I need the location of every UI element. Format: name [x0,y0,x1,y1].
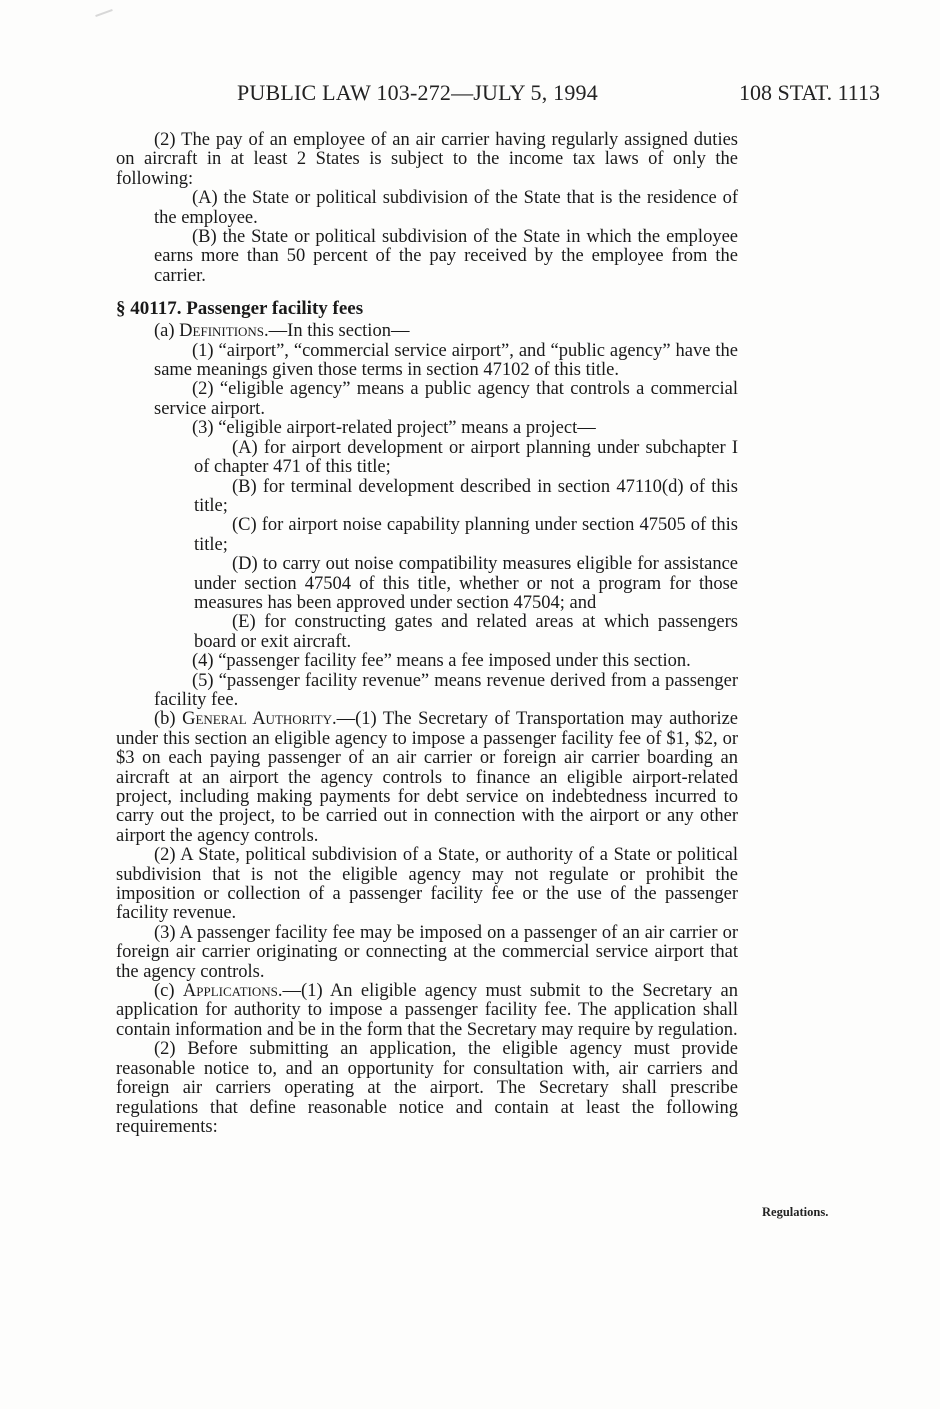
paragraph-pay-2: (2) The pay of an employee of an air carrier having regularly assigned duties on aircraft in at least 2 States is subject to the income tax laws of only the following: [116,130,738,189]
scan-speck [95,9,113,17]
body-text [116,131,738,1137]
definition-3: (3) “eligible airport-related project” means a project— [192,418,596,439]
definition-3e: (E) for constructing gates and related areas at which passengers board or exit aircraft. [194,612,738,652]
definition-1: (1) “airport”, “commercial service airport”, and “public agency” have the same meanings given those terms in section 47102 of this title. [154,340,738,381]
margin-note-regulations: Regulations. [762,1205,829,1219]
definition-3a: (A) for airport development or airport planning under subchapter I of chapter 471 of this title; [194,437,738,478]
subsection-c-rest: —(1) An eligible agency must submit to the Secretary an application for authority to impose a passenger facility fee. The application shall contain information and be in the form that the Secretary may require by regulation. [116,981,738,1040]
subsection-a-intro [116,322,738,341]
definition-5: (5) “passenger facility revenue” means revenue derived from a passenger facility fee. [154,670,738,710]
subsection-c-2: (2) Before submitting an application, the eligible agency must provide reasonable notice to, and an opportunity for consultation with, air carriers and foreign air carriers operating at the airport. The Secretary shall prescribe regulations that define reasonable notice and contain at least the following requirements: [116,1039,738,1137]
subsection-a-label: (a) [154,321,180,342]
subsection-b-label: (b) [154,709,183,730]
definition-2: (2) “eligible agency” means a public agency that controls a commercial service airport. [154,379,738,419]
running-head: PUBLIC LAW 103-272—JULY 5, 1994 [237,80,598,105]
subsection-a-caption: Definitions. [179,321,269,342]
paragraph-pay-2a: (A) the State or political subdivision of the State that is the residence of the employee. [154,188,738,228]
subsection-c-1 [116,982,738,1040]
subsection-b-2: (2) A State, political subdivision of a State, or authority of a State or political subdivision that is not the eligible agency may not regulate or prohibit the imposition or collection of a passenger facility fee or the use of the passenger facility revenue. [116,845,738,924]
subsection-c-caption: Applications. [182,981,283,1002]
subsection-b-3: (3) A passenger facility fee may be imposed on a passenger of an air carrier or foreign air carrier originating or connecting at the commercial service airport that the agency controls. [116,922,738,982]
subsection-b-1 [116,710,738,846]
definition-3d: (D) to carry out noise compatibility measures eligible for assistance under section 47504 of this title, whether or not a program for those measures has been approved under section 47504; and [194,554,738,613]
subsection-a-rest: —In this section— [268,321,410,342]
page-number: 108 STAT. 1113 [738,80,880,105]
subsection-b-rest: —(1) The Secretary of Transportation may authorize under this section an eligible agency to impose a passenger facility fee of $1, $2, or $3 on each paying passenger of an air carrier or foreign air carrier boarding an aircraft at an airport the agency controls to finance an eligible airport-related project, including making payments for debt service on indebtedness incurred to carry out the project, to be carried out in connection with the airport or any other airport the agency controls. [116,709,739,846]
section-heading: § 40117. Passenger facility fees [116,298,364,320]
definition-4: (4) “passenger facility fee” means a fee imposed under this section. [192,651,691,672]
paragraph-pay-2b: (B) the State or political subdivision of the State in which the employee earns more than 50 percent of the pay received by the employee from the carrier. [154,227,738,286]
subsection-c-label: (c) [154,981,183,1002]
definition-3c: (C) for airport noise capability planning under section 47505 of this title; [194,515,738,555]
definition-3b: (B) for terminal development described in section 47110(d) of this title; [194,476,738,516]
subsection-b-caption: General Authority. [182,709,337,730]
